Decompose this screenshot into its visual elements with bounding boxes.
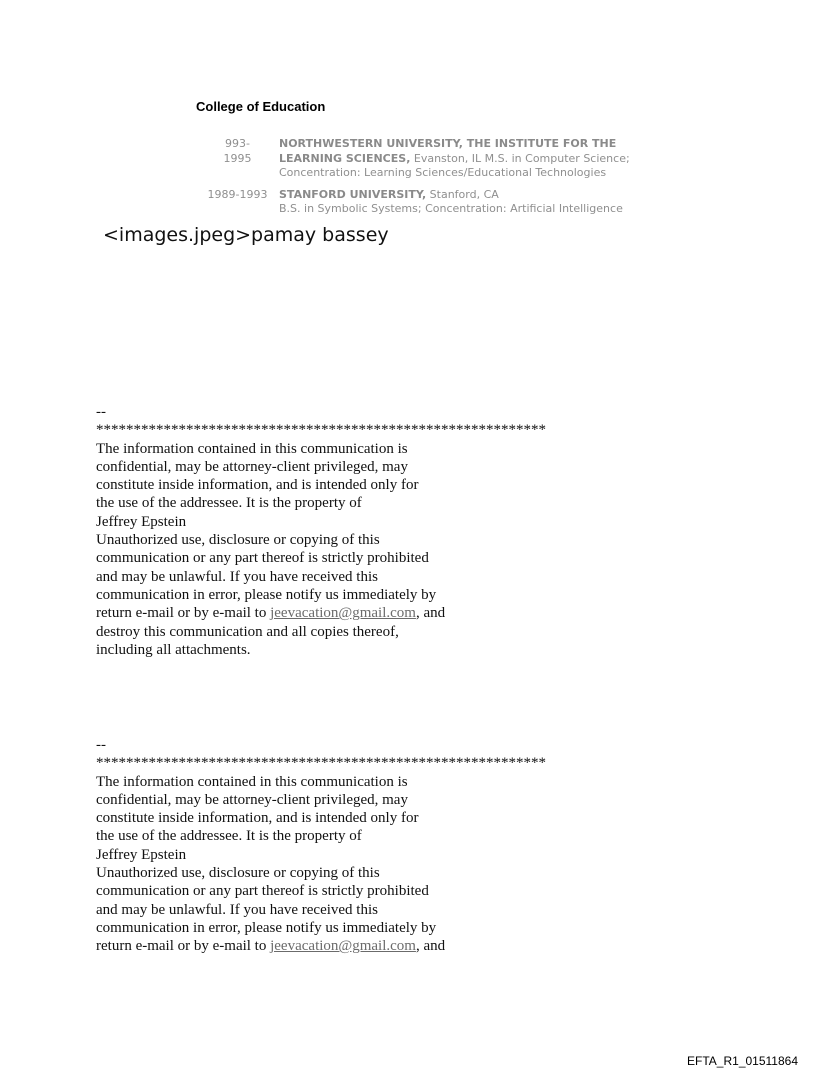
- education-entry: [196, 137, 630, 181]
- notice-line: Jeffrey Epstein: [96, 513, 187, 530]
- separator-stars: ************************************************************: [96, 755, 546, 772]
- education-description: [279, 137, 630, 181]
- notice-line: and may be unlawful. If you have received this: [96, 568, 378, 585]
- notice-text: return e-mail or by e-mail to: [96, 605, 271, 622]
- notice-line: Jeffrey Epstein: [96, 846, 187, 863]
- notice-text: , and: [415, 605, 446, 622]
- email-link[interactable]: jeevacation@gmail.com: [270, 605, 416, 622]
- dates-end: 1995: [223, 151, 252, 165]
- email-link[interactable]: jeevacation@gmail.com: [270, 938, 416, 955]
- notice-line: The information contained in this communication is: [96, 440, 408, 457]
- confidentiality-notice: [96, 403, 546, 659]
- notice-line: Unauthorized use, disclosure or copying of this: [96, 865, 380, 882]
- notice-line: destroy this communication and all copies thereof,: [96, 623, 399, 640]
- notice-line: including all attachments.: [96, 641, 251, 658]
- education-dates: [196, 181, 279, 217]
- institution-name: NORTHWESTERN UNIVERSITY, THE INSTITUTE FOR THE: [279, 137, 617, 150]
- education-description: [279, 181, 630, 217]
- notice-line: communication or any part thereof is strictly prohibited: [96, 883, 429, 900]
- notice-line: communication or any part thereof is strictly prohibited: [96, 550, 429, 567]
- notice-line: Unauthorized use, disclosure or copying of this: [96, 532, 380, 549]
- notice-line-with-email: [96, 604, 546, 622]
- dates-range: 1989-1993: [207, 187, 268, 201]
- concentration: Concentration: Learning Sciences/Educational Technologies: [279, 166, 607, 179]
- document-id: EFTA_R1_01511864: [687, 1054, 798, 1068]
- notice-line: The information contained in this communication is: [96, 773, 408, 790]
- signature-dashes: --: [96, 737, 106, 753]
- education-heading: College of Education: [196, 99, 326, 114]
- education-dates: [196, 137, 279, 181]
- notice-line-with-email: [96, 937, 546, 955]
- notice-line: the use of the addressee. It is the property of: [96, 495, 362, 512]
- notice-line: constitute inside information, and is intended only for: [96, 477, 419, 494]
- dates-start: 993-: [225, 137, 250, 150]
- notice-line: confidential, may be attorney-client privileged, may: [96, 791, 408, 808]
- image-placeholder-text: <images.jpeg>pamay bassey: [103, 224, 389, 246]
- notice-line: communication in error, please notify us immediately by: [96, 586, 437, 603]
- notice-line: confidential, may be attorney-client privileged, may: [96, 458, 408, 475]
- notice-text: return e-mail or by e-mail to: [96, 938, 271, 955]
- notice-line: the use of the addressee. It is the property of: [96, 828, 362, 845]
- notice-line: communication in error, please notify us immediately by: [96, 919, 437, 936]
- education-entry: [196, 181, 630, 217]
- concentration: B.S. in Symbolic Systems; Concentration: Artificial Intelligence: [279, 202, 623, 215]
- notice-text: , and: [415, 938, 446, 955]
- location-degree: Stanford, CA: [426, 187, 499, 201]
- location-degree: Evanston, IL M.S. in Computer Science;: [410, 151, 630, 165]
- institution-name-cont: LEARNING SCIENCES,: [279, 151, 411, 165]
- notice-line: and may be unlawful. If you have received this: [96, 901, 378, 918]
- education-table: [196, 137, 630, 217]
- separator-stars: ************************************************************: [96, 422, 546, 439]
- notice-line: constitute inside information, and is intended only for: [96, 810, 419, 827]
- confidentiality-notice: [96, 736, 546, 956]
- signature-dashes: --: [96, 404, 106, 420]
- institution-name: STANFORD UNIVERSITY,: [279, 187, 427, 201]
